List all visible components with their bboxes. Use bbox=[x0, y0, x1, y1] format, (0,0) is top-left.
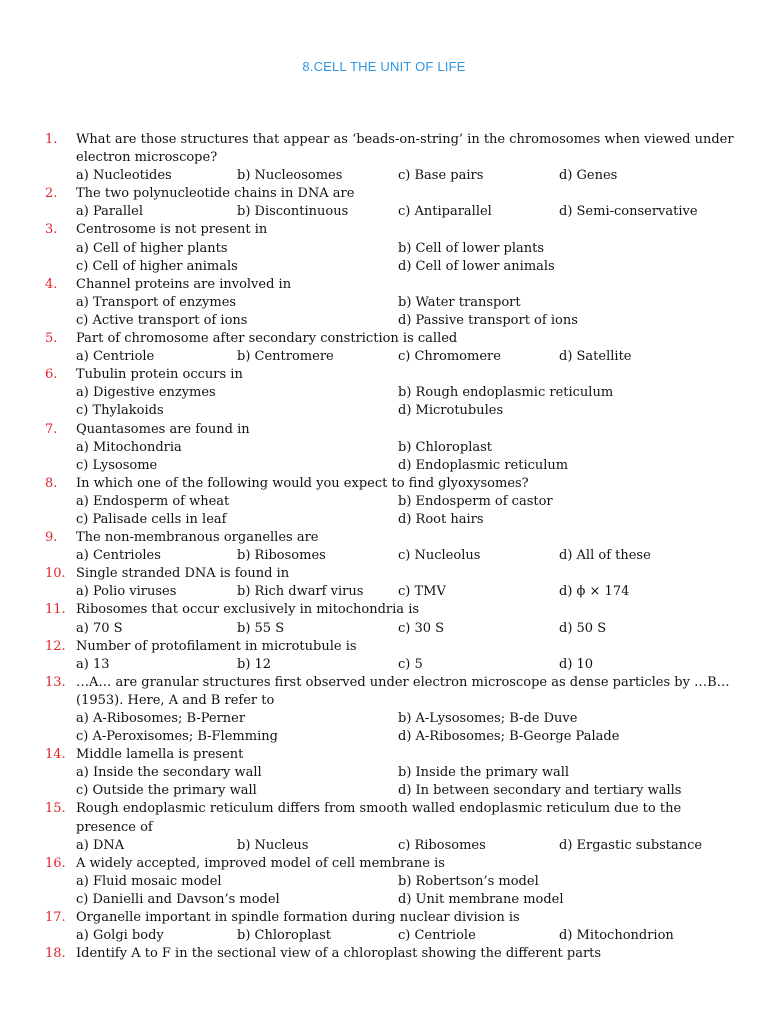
question-text: Channel proteins are involved in bbox=[76, 276, 292, 292]
question-number: 15. bbox=[45, 801, 66, 817]
answer-option: a) Endosperm of wheat bbox=[76, 493, 230, 509]
answer-options bbox=[76, 348, 756, 366]
answer-options bbox=[76, 620, 756, 638]
answer-option: b) 12 bbox=[237, 656, 272, 672]
answer-option: c) Lysosome bbox=[76, 457, 158, 473]
question-number: 13. bbox=[45, 674, 66, 690]
answer-option: a) DNA bbox=[76, 837, 125, 853]
answer-option: b) Robertson’s model bbox=[398, 873, 539, 889]
answer-option: a) Fluid mosaic model bbox=[76, 873, 222, 889]
question-number: 4. bbox=[45, 276, 58, 292]
question-number: 2. bbox=[45, 186, 58, 202]
answer-option: c) TMV bbox=[398, 584, 446, 600]
answer-option: c) Base pairs bbox=[398, 168, 484, 184]
answer-option: a) 70 S bbox=[76, 620, 123, 636]
question-text: Rough endoplasmic reticulum differs from smooth walled endoplasmic reticulum due to the presence of bbox=[76, 801, 682, 835]
answer-option: d) Endoplasmic reticulum bbox=[398, 457, 569, 473]
answer-option: c) 30 S bbox=[398, 620, 445, 636]
answer-option: c) Nucleolus bbox=[398, 548, 481, 564]
answer-option: c) A-Peroxisomes; B-Flemming bbox=[76, 729, 278, 745]
answer-option: d) Microtubules bbox=[398, 403, 504, 419]
question-item bbox=[0, 366, 768, 420]
answer-option: a) Centriole bbox=[76, 349, 155, 365]
answer-option: d) Cell of lower animals bbox=[398, 258, 555, 274]
question-number: 18. bbox=[45, 946, 66, 962]
question-text: The two polynucleotide chains in DNA are bbox=[76, 186, 355, 202]
answer-options bbox=[76, 927, 756, 945]
question-number: 3. bbox=[45, 222, 58, 238]
question-number: 1. bbox=[45, 132, 58, 147]
answer-options bbox=[76, 167, 756, 185]
question-number: 5. bbox=[45, 331, 58, 347]
question-number: 9. bbox=[45, 530, 58, 546]
question-text: Identify A to F in the sectional view of a chloroplast showing the different parts bbox=[76, 946, 602, 962]
question-number: 8. bbox=[45, 475, 58, 491]
answer-option: b) Discontinuous bbox=[237, 204, 349, 220]
question-number: 6. bbox=[45, 367, 58, 383]
answer-option: b) Rich dwarf virus bbox=[237, 584, 364, 600]
answer-option: c) Ribosomes bbox=[398, 837, 486, 853]
answer-option: a) Transport of enzymes bbox=[76, 294, 237, 310]
answer-option: b) Centromere bbox=[237, 349, 334, 365]
answer-options bbox=[76, 240, 756, 276]
answer-option: d) 50 S bbox=[559, 620, 607, 636]
answer-options bbox=[76, 439, 756, 475]
question-number: 10. bbox=[45, 566, 66, 582]
question-text: In which one of the following would you expect to find glyoxysomes? bbox=[76, 475, 529, 491]
answer-options bbox=[76, 203, 756, 221]
answer-option: c) Danielli and Davson’s model bbox=[76, 891, 280, 907]
answer-option: a) Centrioles bbox=[76, 548, 161, 564]
answer-option: c) Chromomere bbox=[398, 349, 501, 365]
question-item bbox=[0, 421, 768, 475]
question-item bbox=[0, 909, 768, 945]
answer-option: c) Palisade cells in leaf bbox=[76, 511, 227, 527]
answer-option: b) A-Lysosomes; B-de Duve bbox=[398, 711, 578, 726]
answer-option: b) Chloroplast bbox=[237, 928, 331, 944]
question-text: The non-membranous organelles are bbox=[76, 530, 319, 546]
question-item bbox=[0, 529, 768, 565]
question-item bbox=[0, 475, 768, 529]
question-text: …A… are granular structures first observed under electron microscope as dense particles by …B… (1953). Here, A and B refer to bbox=[76, 674, 730, 708]
answer-option: a) Cell of higher plants bbox=[76, 240, 228, 256]
answer-option: b) Inside the primary wall bbox=[398, 765, 570, 781]
question-text: Quantasomes are found in bbox=[76, 421, 250, 437]
answer-option: c) 5 bbox=[398, 656, 423, 672]
question-list bbox=[0, 131, 768, 963]
question-text: Organelle important in spindle formation during nuclear division is bbox=[76, 910, 520, 926]
answer-option: b) Ribosomes bbox=[237, 548, 326, 564]
question-text: Tubulin protein occurs in bbox=[76, 367, 243, 383]
question-number: 7. bbox=[45, 421, 58, 437]
question-number: 14. bbox=[45, 747, 66, 763]
question-item bbox=[0, 601, 768, 637]
answer-option: a) Digestive enzymes bbox=[76, 385, 216, 401]
answer-option: b) Endosperm of castor bbox=[398, 493, 553, 509]
answer-option: d) ϕ × 174 bbox=[559, 584, 630, 600]
answer-option: d) Semi-conservative bbox=[559, 204, 698, 220]
answer-option: c) Thylakoids bbox=[76, 403, 164, 419]
question-item bbox=[0, 674, 768, 746]
question-item bbox=[0, 565, 768, 601]
answer-option: b) Nucleus bbox=[237, 837, 309, 853]
question-item bbox=[0, 746, 768, 800]
answer-options bbox=[76, 493, 756, 529]
answer-options bbox=[76, 837, 756, 855]
page-title: 8.CELL THE UNIT OF LIFE bbox=[302, 59, 466, 74]
question-number: 16. bbox=[45, 855, 66, 871]
question-text: Middle lamella is present bbox=[76, 747, 244, 763]
question-text: Number of protofilament in microtubule is bbox=[76, 638, 357, 654]
answer-option: b) Water transport bbox=[398, 294, 521, 310]
question-item bbox=[0, 185, 768, 221]
question-text: What are those structures that appear as ‘beads-on-string’ in the chromosomes when viewed under electron microscope? bbox=[76, 132, 734, 166]
answer-option: d) Genes bbox=[559, 168, 618, 184]
answer-option: d) Satellite bbox=[559, 349, 632, 365]
answer-option: a) Polio viruses bbox=[76, 584, 177, 600]
answer-option: c) Antiparallel bbox=[398, 204, 492, 220]
answer-option: c) Cell of higher animals bbox=[76, 258, 238, 274]
question-item bbox=[0, 855, 768, 909]
answer-option: a) 13 bbox=[76, 656, 110, 672]
question-text: Ribosomes that occur exclusively in mitochondria is bbox=[76, 602, 420, 618]
answer-option: a) Parallel bbox=[76, 204, 143, 220]
answer-options bbox=[76, 710, 756, 746]
answer-option: a) Nucleotides bbox=[76, 168, 172, 184]
question-number: 11. bbox=[45, 602, 66, 618]
answer-option: b) Chloroplast bbox=[398, 439, 492, 455]
question-number: 12. bbox=[45, 638, 66, 654]
answer-option: c) Centriole bbox=[398, 928, 476, 944]
question-item bbox=[0, 945, 768, 963]
answer-option: d) 10 bbox=[559, 656, 594, 672]
answer-options bbox=[76, 583, 756, 601]
answer-option: d) Root hairs bbox=[398, 511, 484, 527]
question-text: Centrosome is not present in bbox=[76, 222, 268, 238]
question-text: A widely accepted, improved model of cell membrane is bbox=[76, 855, 445, 871]
question-item bbox=[0, 330, 768, 366]
question-number: 17. bbox=[45, 910, 66, 926]
answer-option: d) Passive transport of ions bbox=[398, 312, 578, 328]
question-item bbox=[0, 221, 768, 275]
answer-options bbox=[76, 294, 756, 330]
answer-option: d) In between secondary and tertiary walls bbox=[398, 783, 682, 799]
answer-option: b) Rough endoplasmic reticulum bbox=[398, 385, 614, 401]
question-item bbox=[0, 638, 768, 674]
answer-option: c) Outside the primary wall bbox=[76, 783, 257, 799]
answer-option: c) Active transport of ions bbox=[76, 312, 248, 328]
question-item bbox=[0, 131, 768, 185]
answer-options bbox=[76, 384, 756, 420]
answer-options bbox=[76, 547, 756, 565]
answer-option: d) All of these bbox=[559, 548, 651, 564]
answer-option: b) 55 S bbox=[237, 620, 285, 636]
answer-option: a) Inside the secondary wall bbox=[76, 765, 262, 781]
answer-option: a) Mitochondria bbox=[76, 439, 182, 455]
question-text: Single stranded DNA is found in bbox=[76, 566, 290, 582]
answer-option: d) A-Ribosomes; B-George Palade bbox=[398, 729, 620, 745]
answer-option: a) Golgi body bbox=[76, 928, 164, 944]
answer-option: b) Cell of lower plants bbox=[398, 240, 545, 256]
answer-option: d) Unit membrane model bbox=[398, 891, 564, 907]
question-item bbox=[0, 800, 768, 854]
answer-option: b) Nucleosomes bbox=[237, 168, 343, 184]
answer-options bbox=[76, 873, 756, 909]
answer-option: d) Ergastic substance bbox=[559, 837, 703, 853]
answer-option: d) Mitochondrion bbox=[559, 928, 674, 944]
question-text: Part of chromosome after secondary constriction is called bbox=[76, 331, 458, 347]
answer-options bbox=[76, 656, 756, 674]
answer-option: a) A-Ribosomes; B-Perner bbox=[76, 711, 246, 726]
answer-options bbox=[76, 764, 756, 800]
question-item bbox=[0, 276, 768, 330]
